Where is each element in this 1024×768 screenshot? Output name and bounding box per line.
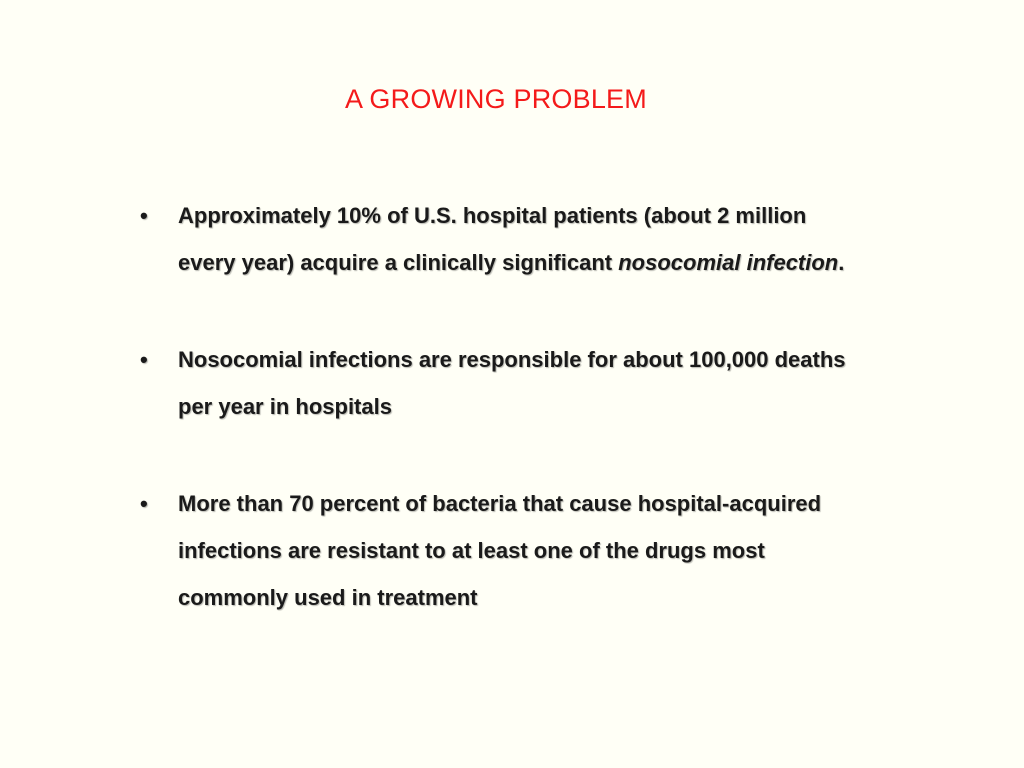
bullet-suffix: . (838, 250, 845, 275)
bullet-item (140, 192, 860, 286)
bullet-emphasis-text: nosocomial infection (618, 250, 839, 275)
bullet-icon: • (140, 203, 148, 228)
bullet-list (140, 192, 860, 621)
bullet-item (140, 480, 860, 621)
bullet-text: Nosocomial infections are responsible for about 100,000 deaths per year in hospitals (178, 347, 846, 419)
bullet-item (140, 336, 860, 430)
slide-title: A GROWING PROBLEM (345, 84, 647, 114)
bullet-icon: • (140, 491, 148, 516)
bullet-text: Approximately 10% of U.S. hospital patients (about 2 million every year) acquire a clinically significant (178, 203, 807, 275)
bullet-icon: • (140, 347, 148, 372)
bullet-text: More than 70 percent of bacteria that cause hospital-acquired infections are resistant to at least one of the drugs most commonly used in treatment (178, 491, 822, 610)
